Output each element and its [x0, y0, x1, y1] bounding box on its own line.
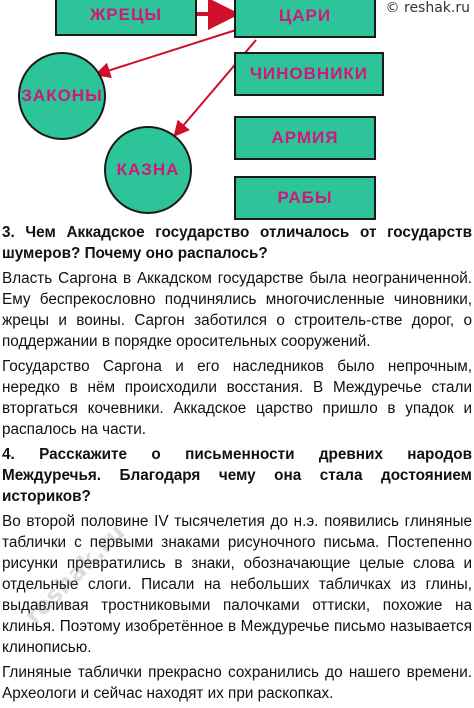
answer-4-paragraph-1: Во второй половине IV тысячелетия до н.э. появились глиняные таблички с первыми знаками рисуночного письма. Постепенно рисунки превратились в знаки, обозначающие целые слова и отдельные слоги. Писали на небольших табличках из глины, выдавливая тростниковыми палочками оттиски, похожие на клинья. Поэтому изобретённое в Междуречье письмо называется клинописью.	[2, 513, 472, 656]
node-army: АРМИЯ	[234, 116, 376, 160]
node-officials: ЧИНОВНИКИ	[234, 52, 384, 96]
question-3: 3. Чем Аккадское государство отличалось от государств шумеров? Почему оно распалось?	[2, 224, 472, 262]
question-4: 4. Расскажите о письменности древних народов Междуречья. Благодаря чему она стала достоянием историков?	[2, 446, 472, 505]
node-laws: ЗАКОНЫ	[18, 52, 106, 140]
watermark: © reshak.ru	[385, 0, 470, 16]
diagonal-watermark: reshak.ru	[19, 518, 131, 630]
answer-4-paragraph-2: Глиняные таблички прекрасно сохранились до нашего времени. Археологи и сейчас находят их при раскопках.	[2, 664, 472, 702]
node-kings: ЦАРИ	[234, 0, 376, 38]
node-slaves: РАБЫ	[234, 176, 376, 220]
diagram	[0, 0, 474, 222]
answer-text	[2, 222, 472, 708]
answer-3-paragraph-2: Государство Саргона и его наследников было непрочным, нередко в нём происходили восстания. В Междуречье стали вторгаться кочевники. Аккадское царство пришло в упадок и распалось на части.	[2, 358, 472, 438]
node-priests: ЖРЕЦЫ	[55, 0, 197, 36]
node-treasury: КАЗНА	[104, 126, 192, 214]
answer-3-paragraph-1: Власть Саргона в Аккадском государстве была неограниченной. Ему беспрекословно подчинялись многочисленные чиновники, жрецы и воины. Саргон заботился о строитель-стве дорог, о поддержании в порядке оросительных сооружений.	[2, 270, 472, 350]
arrow-kings-laws	[98, 30, 236, 74]
